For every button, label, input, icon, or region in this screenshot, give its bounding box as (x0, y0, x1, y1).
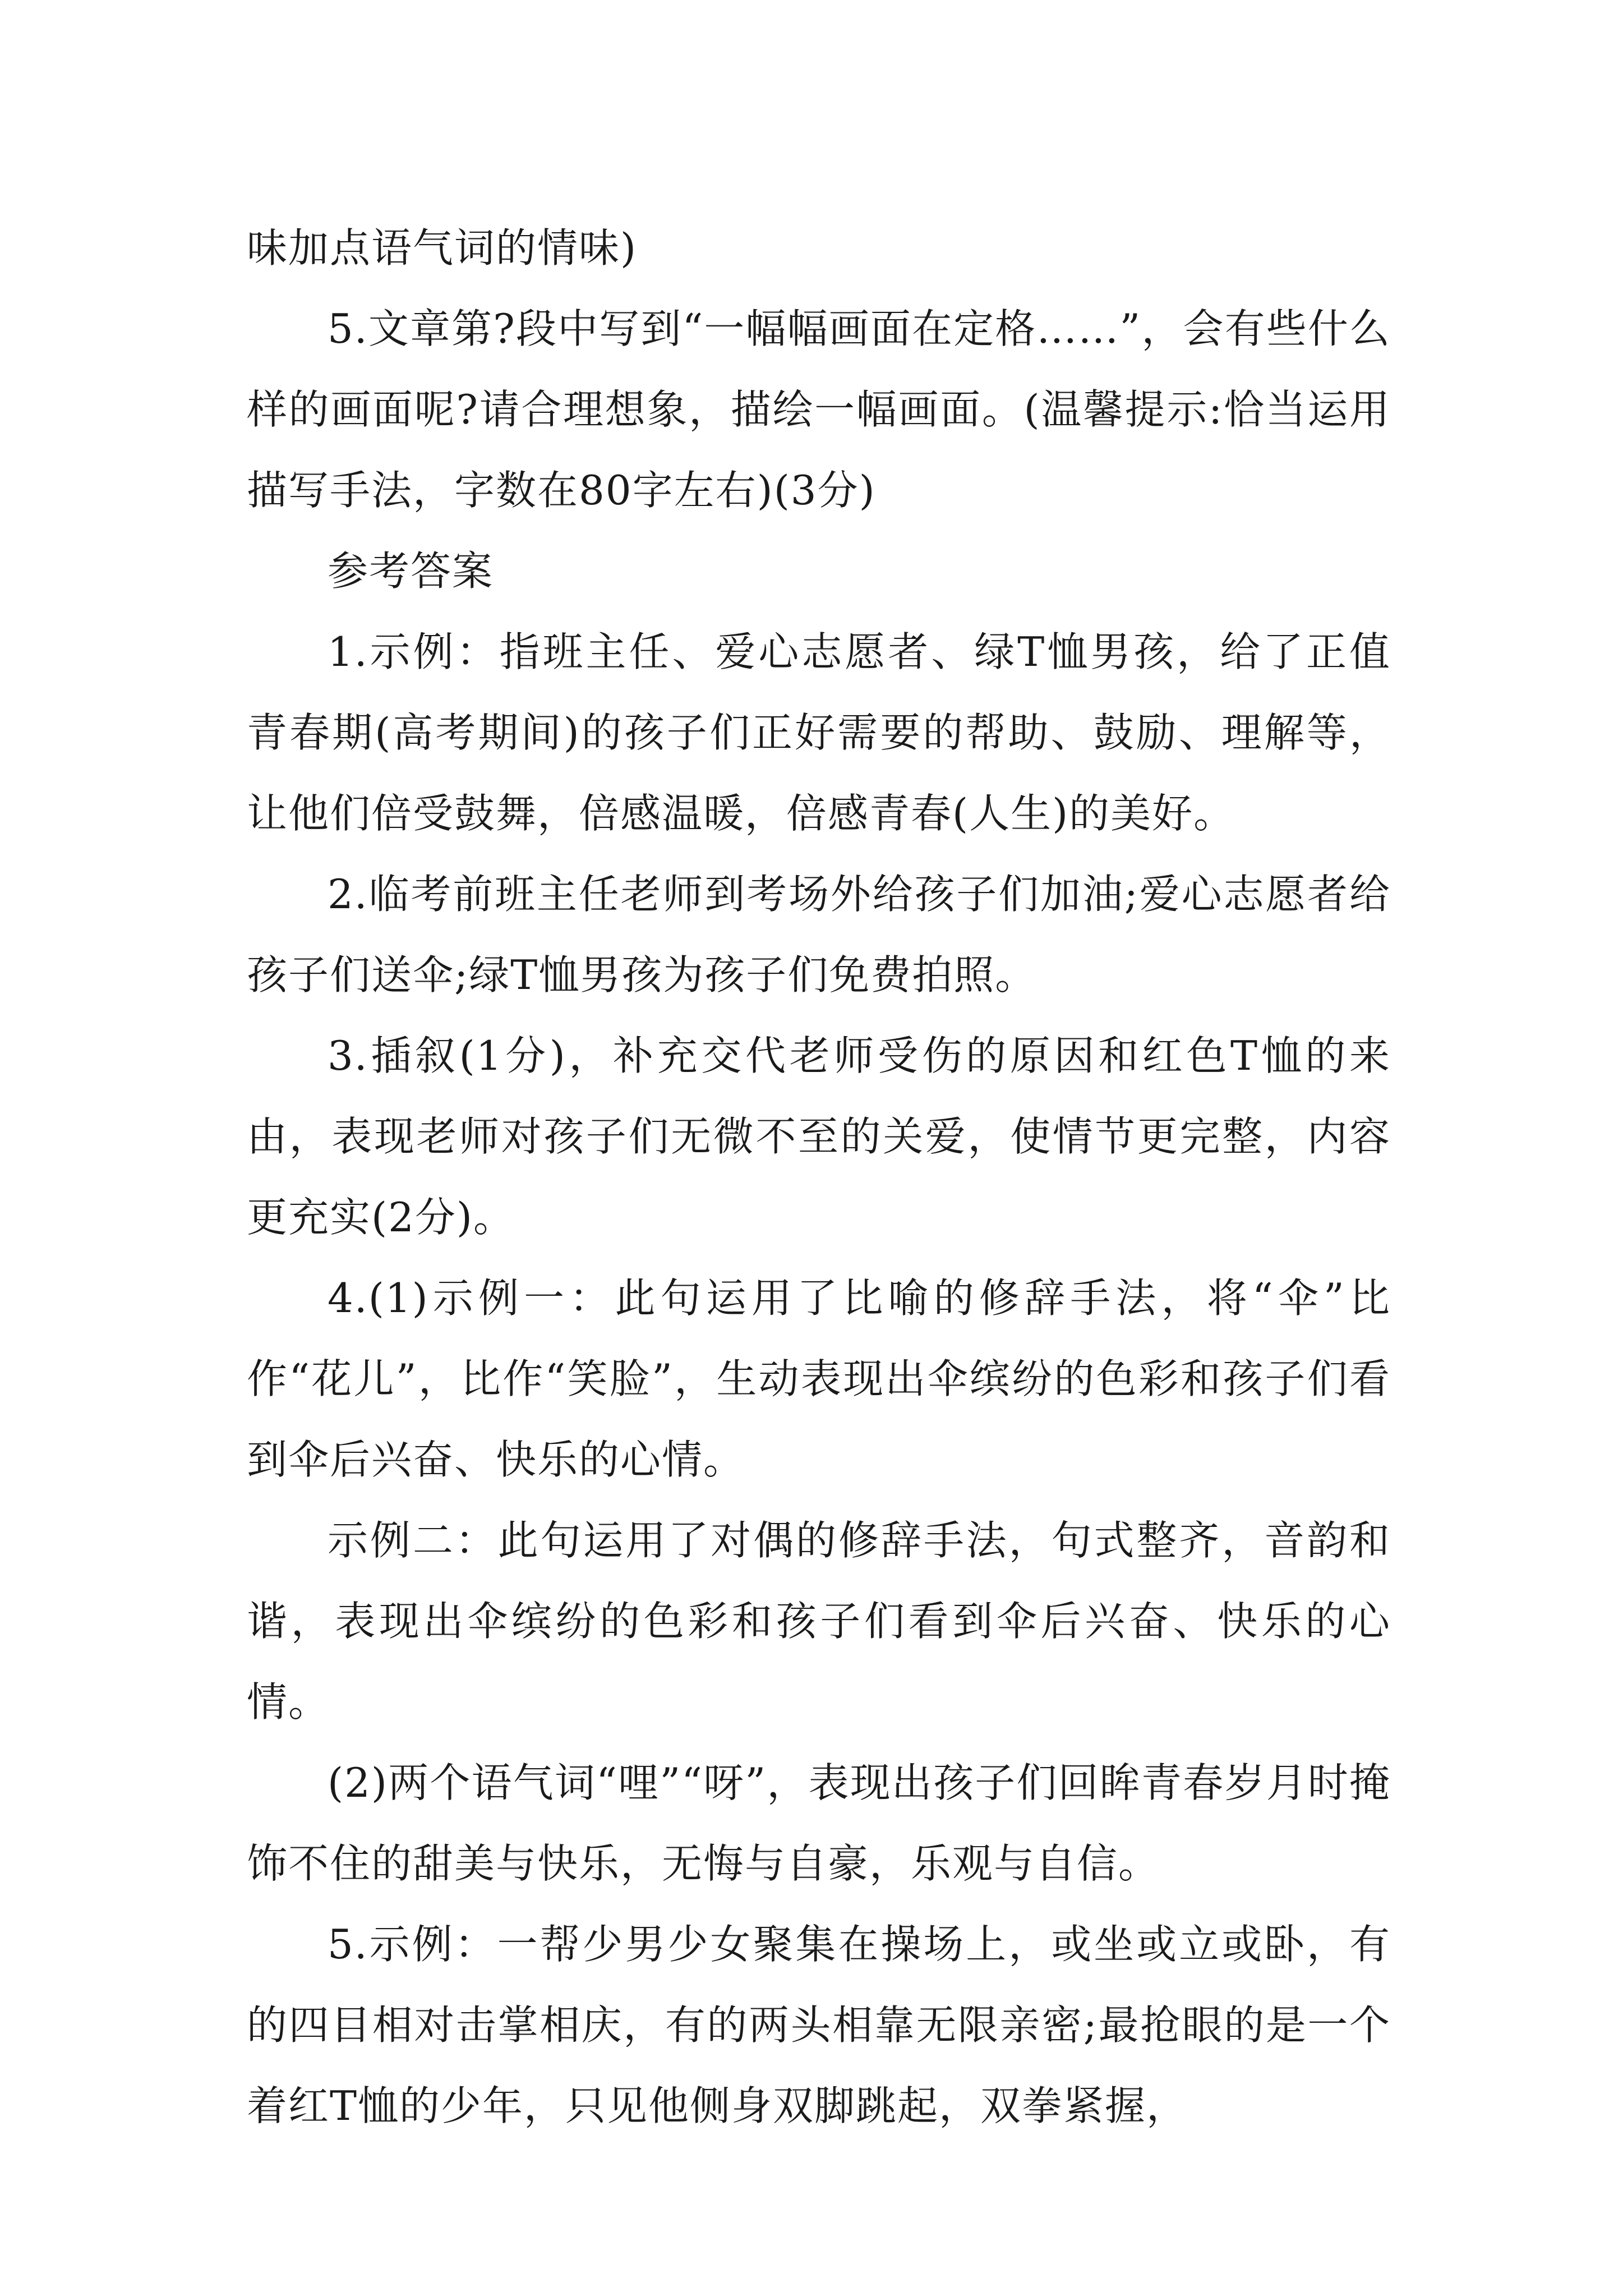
paragraph-answer-4-example-2: 示例二：此句运用了对偶的修辞手法，句式整齐，音韵和谐，表现出伞缤纷的色彩和孩子们看到伞后兴奋、快乐的心情。 (247, 1517, 1391, 1726)
paragraph-answer-4-1: 4.(1)示例一：此句运用了比喻的修辞手法，将“伞”比作“花儿”，比作“笑脸”，生动表现出伞缤纷的色彩和孩子们看到伞后兴奋、快乐的心情。 (247, 1274, 1391, 1483)
paragraph-answer-4-2: (2)两个语气词“哩”“呀”，表现出孩子们回眸青春岁月时掩饰不住的甜美与快乐，无悔与自豪，乐观与自信。 (247, 1759, 1391, 1887)
paragraph-answer-2: 2.临考前班主任老师到考场外给孩子们加油;爱心志愿者给孩子们送伞;绿T恤男孩为孩子们免费拍照。 (247, 871, 1391, 999)
section-heading-reference-answers: 参考答案 (328, 547, 494, 595)
document-body (247, 208, 1391, 2146)
paragraph-continuation: 味加点语气词的情味) (247, 224, 638, 272)
paragraph-question-5: 5.文章第?段中写到“一幅幅画面在定格……”，会有些什么样的画面呢?请合理想象，描绘一幅画面。(温馨提示:恰当运用描写手法，字数在80字左右)(3分) (247, 305, 1391, 514)
paragraph-answer-5: 5.示例：一帮少男少女聚集在操场上，或坐或立或卧，有的四目相对击掌相庆，有的两头相靠无限亲密;最抢眼的是一个着红T恤的少年，只见他侧身双脚跳起，双拳紧握， (247, 1921, 1391, 2129)
paragraph-answer-1: 1.示例：指班主任、爱心志愿者、绿T恤男孩，给了正值青春期(高考期间)的孩子们正好需要的帮助、鼓励、理解等，让他们倍受鼓舞，倍感温暖，倍感青春(人生)的美好。 (247, 628, 1391, 837)
paragraph-answer-3: 3.插叙(1分)，补充交代老师受伤的原因和红色T恤的来由，表现老师对孩子们无微不至的关爱，使情节更完整，内容更充实(2分)。 (247, 1032, 1391, 1241)
